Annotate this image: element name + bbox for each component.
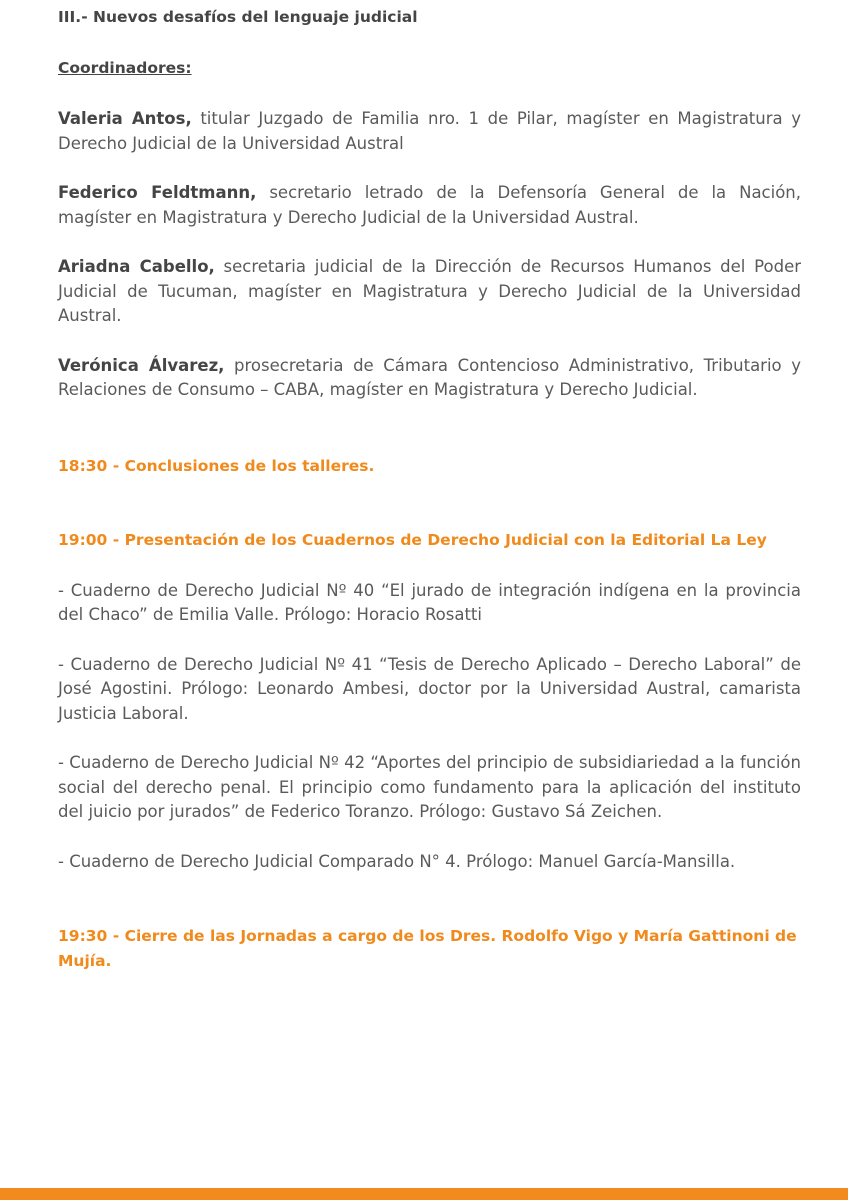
coordinator-bio [58,354,801,403]
footer-accent-bar [0,1188,848,1200]
schedule-1900-heading: 19:00 - Presentación de los Cuadernos de Derecho Judicial con la Editorial La Ley [58,531,767,549]
schedule-1830-heading: 18:30 - Conclusiones de los talleres. [58,456,375,475]
coordinators-label: Coordinadores: [58,59,192,77]
coordinator-name: Federico Feldtmann, [58,183,257,202]
coordinator-bio [58,181,801,230]
section-title: III.- Nuevos desafíos del lenguaje judicial [58,8,418,26]
coordinator-description: secretaria judicial de la Dirección de Recursos Humanos del Poder Judicial de Tucuman, magíster en Magistratura y Derecho Judicial de la Universidad Austral. [58,257,801,325]
cuaderno-item: - Cuaderno de Derecho Judicial Nº 41 “Tesis de Derecho Aplicado – Derecho Laboral” de José Agostini. Prólogo: Leonardo Ambesi, doctor por la Universidad Austral, camarista Justicia Laboral. [58,654,801,723]
coordinator-description: titular Juzgado de Familia nro. 1 de Pilar, magíster en Magistratura y Derecho Judicial de la Universidad Austral [58,109,801,153]
coordinator-bio [58,107,801,156]
document-page [58,6,801,973]
coordinator-description: prosecretaria de Cámara Contencioso Administrativo, Tributario y Relaciones de Consumo – CABA, magíster en Magistratura y Derecho Judicial. [58,355,801,399]
cuaderno-item: - Cuaderno de Derecho Judicial Nº 40 “El jurado de integración indígena en la provincia del Chaco” de Emilia Valle. Prólogo: Horacio Rosatti [58,580,801,624]
coordinator-bio [58,255,801,329]
schedule-1930-heading: 19:30 - Cierre de las Jornadas a cargo de los Dres. Rodolfo Vigo y María Gattinoni de Mujía. [58,927,797,970]
coordinator-name: Valeria Antos, [58,109,192,128]
coordinator-name: Ariadna Cabello, [58,257,215,276]
coordinator-name: Verónica Álvarez, [58,355,225,375]
cuaderno-item: - Cuaderno de Derecho Judicial Comparado N° 4. Prólogo: Manuel García-Mansilla. [58,851,736,871]
cuaderno-item: - Cuaderno de Derecho Judicial Nº 42 “Aportes del principio de subsidiariedad a la función social del derecho penal. El principio como fundamento para la aplicación del instituto del juicio por jurados” de Federico Toranzo. Prólogo: Gustavo Sá Zeichen. [58,753,801,821]
coordinator-description: secretario letrado de la Defensoría General de la Nación, magíster en Magistratura y Derecho Judicial de la Universidad Austral. [58,183,802,227]
